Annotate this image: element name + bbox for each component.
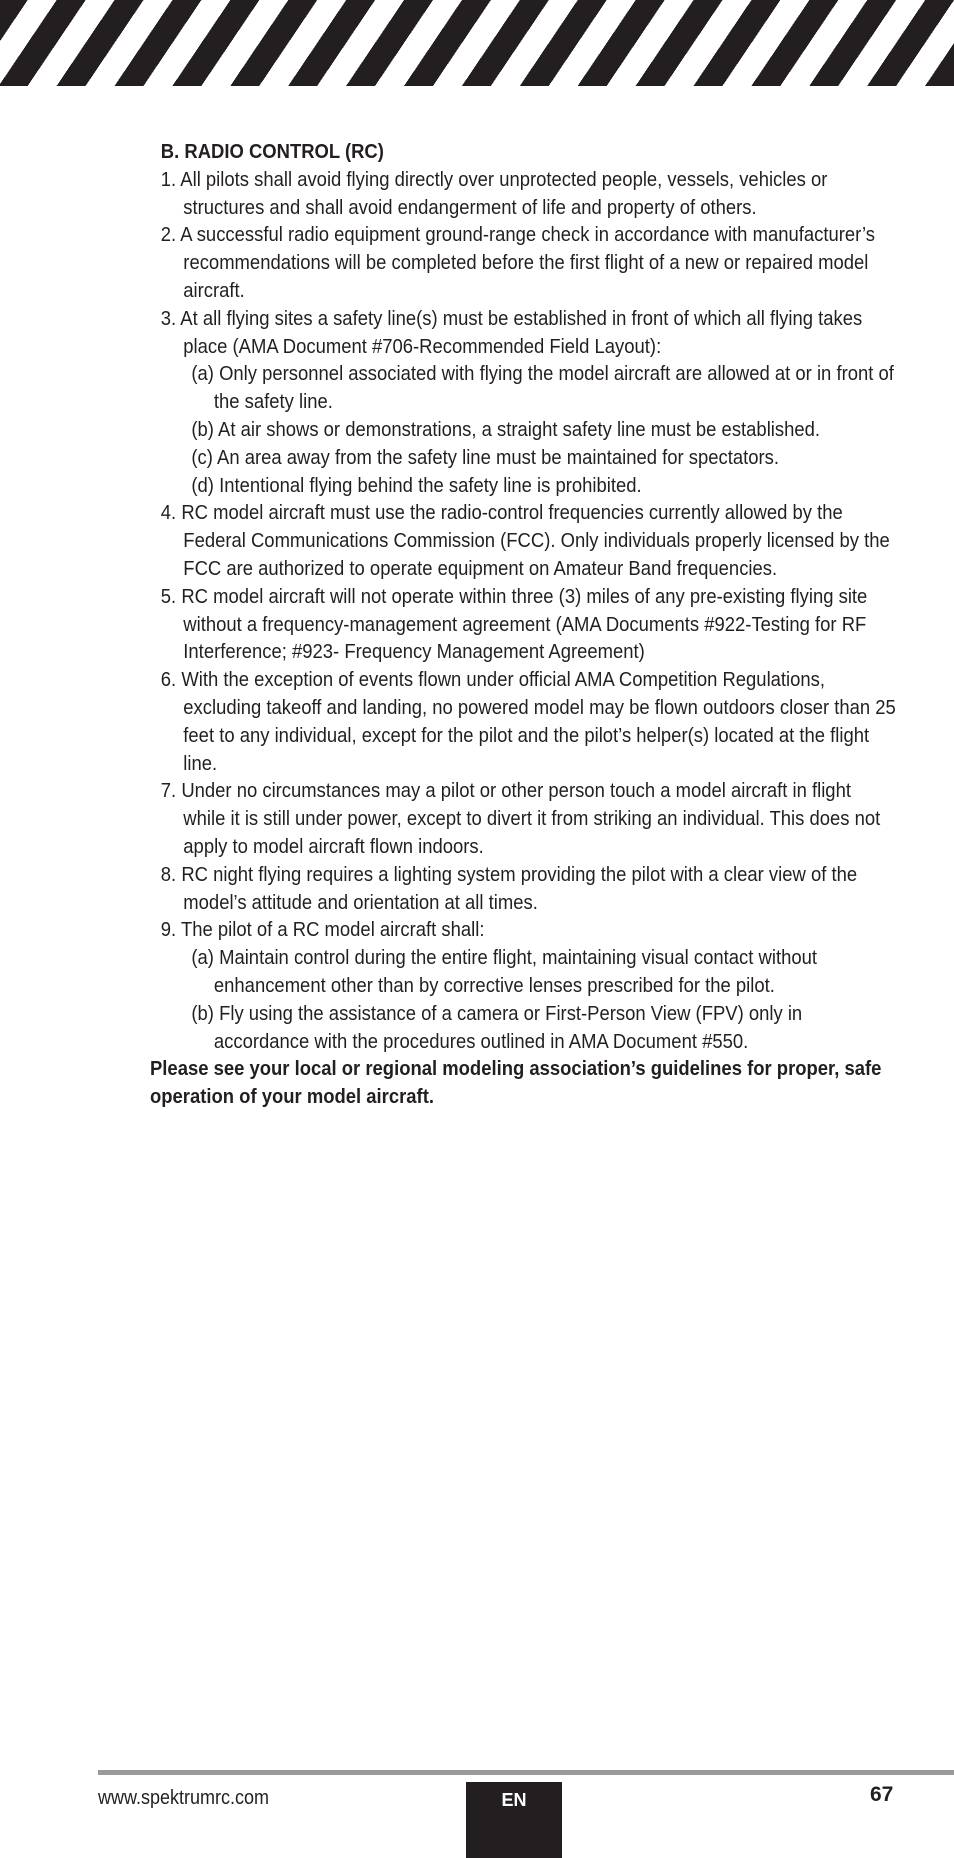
- list-item: 2. A successful radio equipment ground-range check in accordance with manufacturer’s recommendations will be completed before the first flight of a new or repaired model aircraft.: [160, 223, 875, 302]
- language-tab: EN: [466, 1782, 562, 1858]
- sub-list-item: (a) Only personnel associated with flying the model aircraft are allowed at or in front of the safety line.: [191, 362, 894, 414]
- list-item: 9. The pilot of a RC model aircraft shall:: [160, 918, 485, 942]
- page-number: 67: [870, 1783, 894, 1806]
- footer-divider: [98, 1770, 954, 1775]
- list-item: 6. With the exception of events flown under official AMA Competition Regulations, excluding takeoff and landing, no powered model may be flown outdoors closer than 25 feet to any individual, except for the pilot and the pilot’s helper(s) located at the flight line.: [160, 668, 896, 775]
- list-item: 4. RC model aircraft must use the radio-control frequencies currently allowed by the Federal Communications Commission (FCC). Only individuals properly licensed by the FCC are authorized to operate equipment on Amateur Band frequencies.: [160, 501, 890, 580]
- list-item: 1. All pilots shall avoid flying directly over unprotected people, vessels, vehicles or structures and shall avoid endangerment of life and property of others.: [160, 167, 828, 219]
- document-body: [150, 138, 897, 1111]
- sub-list-item: (b) Fly using the assistance of a camera or First-Person View (FPV) only in accordance with the procedures outlined in AMA Document #550.: [191, 1001, 803, 1053]
- closing-note: Please see your local or regional modeling association’s guidelines for proper, safe operation of your model aircraft.: [150, 1057, 882, 1109]
- section-heading: B. RADIO CONTROL (RC): [160, 140, 384, 163]
- sub-list-item: (b) At air shows or demonstrations, a straight safety line must be established.: [191, 417, 821, 441]
- list-item: 7. Under no circumstances may a pilot or other person touch a model aircraft in flight while it is still under power, except to divert it from striking an individual. This does not apply to model aircraft flown indoors.: [160, 779, 881, 858]
- hazard-stripe-banner: [0, 0, 954, 86]
- sub-list-item: (a) Maintain control during the entire flight, maintaining visual contact without enhancement other than by corrective lenses prescribed for the pilot.: [191, 946, 817, 997]
- list-item: 5. RC model aircraft will not operate within three (3) miles of any pre-existing flying site without a frequency-management agreement (AMA Documents #922-Testing for RF Interference; #923- Frequency Management Agreement): [160, 584, 868, 664]
- footer-website-link[interactable]: www.spektrumrc.com: [98, 1787, 270, 1809]
- list-item: 8. RC night flying requires a lighting system providing the pilot with a clear view of the model’s attitude and orientation at all times.: [160, 862, 858, 914]
- sub-list-item: (c) An area away from the safety line must be maintained for spectators.: [191, 445, 780, 469]
- list-item: 3. At all flying sites a safety line(s) must be established in front of which all flying takes place (AMA Document #706-Recommended Field Layout):: [160, 306, 863, 358]
- sub-list-item: (d) Intentional flying behind the safety line is prohibited.: [191, 473, 642, 497]
